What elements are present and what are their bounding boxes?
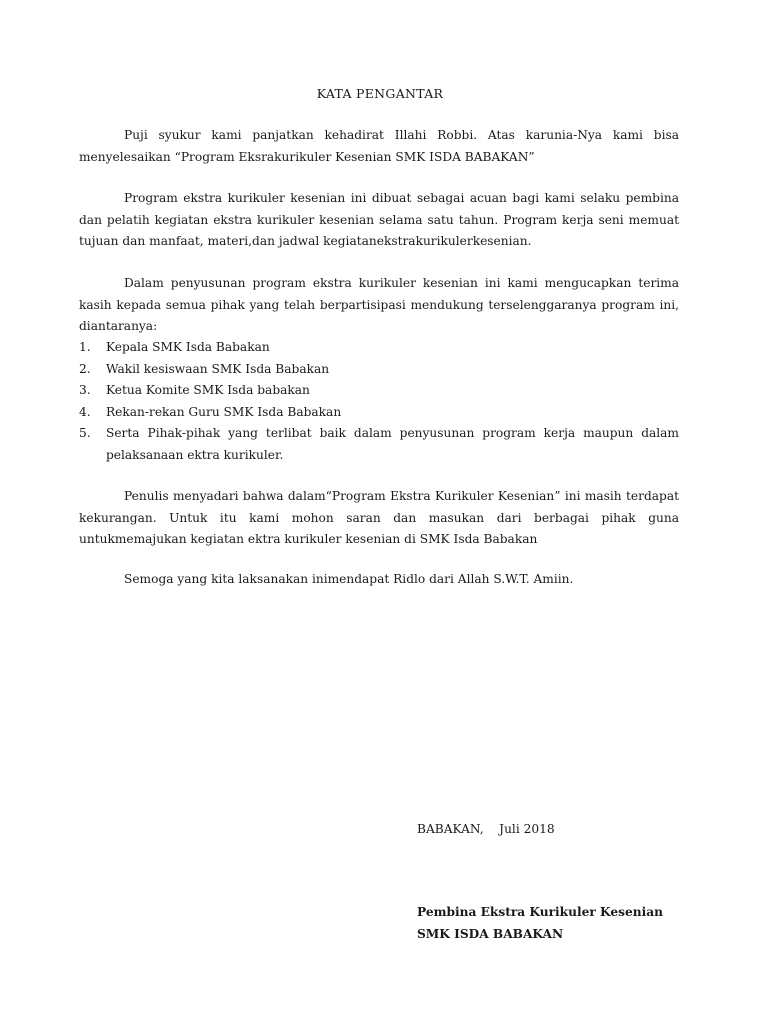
paragraph-shortcomings [79,486,679,551]
list-item-text: Wakil kesiswaan SMK Isda Babakan [106,361,330,376]
list-item-text: Kepala SMK Isda Babakan [106,340,270,354]
list-item-text: Ketua Komite SMK Isda babakan [106,383,310,397]
thanks-list [79,337,679,466]
paragraph-intro [79,125,679,168]
list-item [79,402,679,424]
list-item-number: 2. [79,361,91,376]
list-item-number: 3. [79,383,91,397]
list-item-number: 5. [79,426,91,440]
signature-role: Pembina Ekstra Kurikuler Kesenian [417,905,663,919]
paragraph-text: Penulis menyadari bahwa dalam“Program Ekstra Kurikuler Kesenian” ini masih terdapat kekurangan. Untuk itu kami mohon saran dan masukan dari berbagai pihak guna untukmemajukan kegiatan ektra kurikuler kesenian di SMK Isda Babakan [79,489,679,546]
paragraph-text: Dalam penyusunan program ekstra kurikuler kesenian ini kami mengucapkan terima kasih kepada semua pihak yang telah berpartisipasi mendukung terselenggaranya program ini, diantaranya: [79,276,679,333]
paragraph-text: Semoga yang kita laksanakan inimendapat Ridlo dari Allah S.W.T. Amiin. [124,572,574,586]
paragraph-text: Puji syukur kami panjatkan kehadirat Illahi Robbi. Atas karunia-Nya kami bisa menyelesaikan “Program Eksrakurikuler Kesenian SMK ISDA BABAKAN” [79,128,679,164]
list-item [79,359,679,381]
paragraph-closing [79,569,679,591]
list-item-text: Rekan-rekan Guru SMK Isda Babakan [106,404,342,419]
paragraph-program [79,188,679,253]
list-item-number: 4. [79,404,91,419]
paragraph-text: Program ekstra kurikuler kesenian ini dibuat sebagai acuan bagi kami selaku pembina dan pelatih kegiatan ekstra kurikuler kesenian selama satu tahun. Program kerja seni memuat tujuan dan manfaat, materi,dan jadwal kegiatanekstrakurikulerkesenian. [79,191,679,248]
place-date: BABAKAN, Juli 2018 [417,822,555,836]
signature-school: SMK ISDA BABAKAN [417,927,564,941]
page-title: KATA PENGANTAR [316,86,444,101]
list-item-number: 1. [79,340,91,354]
list-item [79,337,679,359]
list-item [79,423,679,466]
list-item [79,380,679,402]
list-item-text: Serta Pihak-pihak yang terlibat baik dalam penyusunan program kerja maupun dalam pelaksanaan ektra kurikuler. [106,426,679,462]
paragraph-thanks [79,273,679,338]
